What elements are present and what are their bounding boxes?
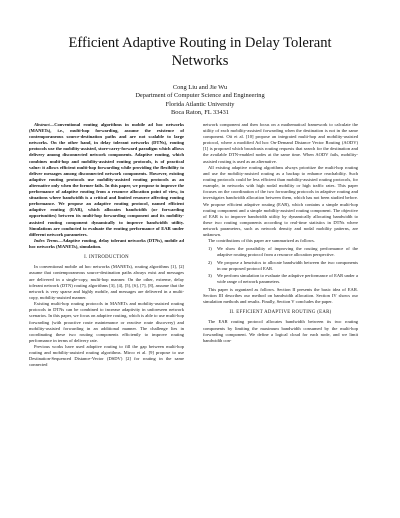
left-column xyxy=(29,122,184,512)
abstract-text: —Conventional routing algorithms in mobile ad hoc networks (MANETs), i.e., multi-hop forwarding, assume the existence of contemporaneous source-destination paths and are not scalable to large networks. On the other hand, in delay tolerant networks (DTNs), routing protocols use the mobility-assisted, store-carry-forward paradigm which allows delivery among disconnected network components. Adaptive routing, which combines multi-hop and mobility-assisted routing protocols, is of practical value: it allows efficient multi-hop forwarding while providing the flexibility to deliver messages among disconnected network components. However, existing adaptive routing protocols use mobility-assisted routing protocols as an alternative only when the former fails. In this paper, we propose to improve the performance of adaptive routing from a resource allocation point of view, in situations where bandwidth is a critical and limited resource affecting routing performance. We propose an adaptive routing protocol, named efficient adaptive routing (EAR), which allocates bandwidth (or forwarding opportunities) between its multi-hop forwarding component and its mobility-assisted routing component dynamically to improve bandwidth utility. Simulations are conducted to evaluate the routing performance of EAR under different network parameters. xyxy=(29,122,184,237)
author-department: Department of Computer Science and Engineering xyxy=(135,92,265,100)
section-heading-introduction: I. INTRODUCTION xyxy=(84,254,129,260)
author-names: Cong Liu and Jie Wu xyxy=(172,84,228,91)
list-item-text: We perform simulation to evaluate the adaptive performance of EAR under a wide range of network parameters. xyxy=(217,273,358,285)
intro-paragraph: Existing multi-hop routing protocols in MANETs and mobility-assisted routing protocols in DTNs can be combined to increase adaptivity in unforeseen network scenarios. In this paper, we focus on adaptive routing, which is able to use multi-hop forwarding (with proactive route maintenance or reactive route discovery) and mobility-assisted forwarding in an additional manner. The challenge lies in coordinating these two routing components efficiently to improve routing performance in terms of delivery rate. xyxy=(29,301,184,343)
contribution-list xyxy=(203,246,358,286)
list-item-number: 1) xyxy=(208,245,212,251)
intro-paragraph: In conventional mobile ad hoc networks (MANETs), routing algorithms [1], [2] assume that contemporaneous source-destination paths always exist and messages are delivered in a single-copy, multi-hop manner. On the other, extreme, delay tolerant network (DTN) routing algorithms [3], [4], [5], [6], [7], [8], assume that the network is very sparse and highly mobile, and messages are delivered in a multi-copy, mobility-assisted manner. xyxy=(29,264,184,300)
body-paragraph: network component and then focus on a mathematical framework to calculate the utility of each mobility-assisted forwarding when the destination is not in the same component. Ott et al. [10] propose an integrated multi-hop and mobility-assisted protocol, where a modified Ad hoc On-Demand Distance Vector Routing (AODV) [1] is proposed which broadcasts routing requests that search for the destination and the available DTN-enabled nodes at the same time. When AODV fails, mobility-assisted routing is used as an alternative. xyxy=(203,122,358,164)
section-heading-ear: II. EFFICIENT ADAPTIVE ROUTING (EAR) xyxy=(229,309,332,315)
title-line-1: Efficient Adaptive Routing in Delay Tolerant xyxy=(68,35,332,51)
list-item xyxy=(208,273,358,285)
author-block xyxy=(60,84,340,118)
intro-paragraph: Previous works have used adaptive routing to fill the gap between multi-hop routing and mobility-assisted routing algorithms. Mirco et al. [9] propose to use Destination-Sequenced Distance-Vector (DSDV) [2] for routing in the same connected xyxy=(29,344,184,368)
abstract-lead: Abstract xyxy=(34,122,50,127)
body-paragraph: The contributions of this paper are summarized as follows. xyxy=(208,238,315,244)
list-item-text: We propose a heuristics to allocate bandwidth between the two components in our proposed protocol EAR. xyxy=(217,259,358,271)
abstract xyxy=(29,122,184,238)
list-item xyxy=(208,246,358,258)
body-paragraph: All existing adaptive routing algorithms always prioritize the multi-hop routing and use the mobility-assisted routing as a backup to enhance reachability. Such routing protocols could be less efficient than mobility-assisted routing protocols, for example, in networks with high nodal mobility or high traffic rates. This paper focuses on the coordination of the two forwarding protocols in adaptive routing and investigates bandwidth allocation between them, which has not been studied before. We propose efficient adaptive routing (EAR), which contains a simple multi-hop routing component and a simple mobility-assisted routing component. The objective of EAR is to improve bandwidth utility by dynamically allocating bandwidth to these two routing components according to real-time statistics in DTNs where network parameters, such as network density and nodal mobility patterns, are unknown. xyxy=(203,164,358,237)
list-item-text: We show the possibility of improving the routing performance of the adaptive routing protocol from a resource allocation perspective. xyxy=(217,245,358,258)
author-city: Boca Raton, FL 33431 xyxy=(171,109,229,117)
index-terms xyxy=(29,238,184,250)
list-item xyxy=(208,260,358,272)
list-item-number: 3) xyxy=(208,273,212,279)
author-university: Florida Atlantic University xyxy=(165,100,235,108)
right-column xyxy=(203,122,358,512)
index-terms-text: —Adaptive routing, delay tolerant networks (DTNs), mobile ad hoc networks (MANETs), simulation. xyxy=(29,238,184,250)
title-line-2: Networks xyxy=(171,53,229,69)
section2-paragraph: The EAR routing protocol allocates bandwidth between its two routing components by limiting the maximum bandwidth consumed by the multi-hop forwarding component. We define a logical cloud for each node, and we limit bandwidth con- xyxy=(203,319,358,343)
index-terms-lead: Index Terms xyxy=(34,238,58,244)
organization-paragraph: This paper is organized as follows. Section II presents the basic idea of EAR. Section III describes our method on bandwidth allocation. Section IV shows our simulation methods and results. Finally, Section V concludes the paper. xyxy=(203,287,358,305)
paper-title xyxy=(30,34,370,70)
list-item-number: 2) xyxy=(208,259,212,265)
